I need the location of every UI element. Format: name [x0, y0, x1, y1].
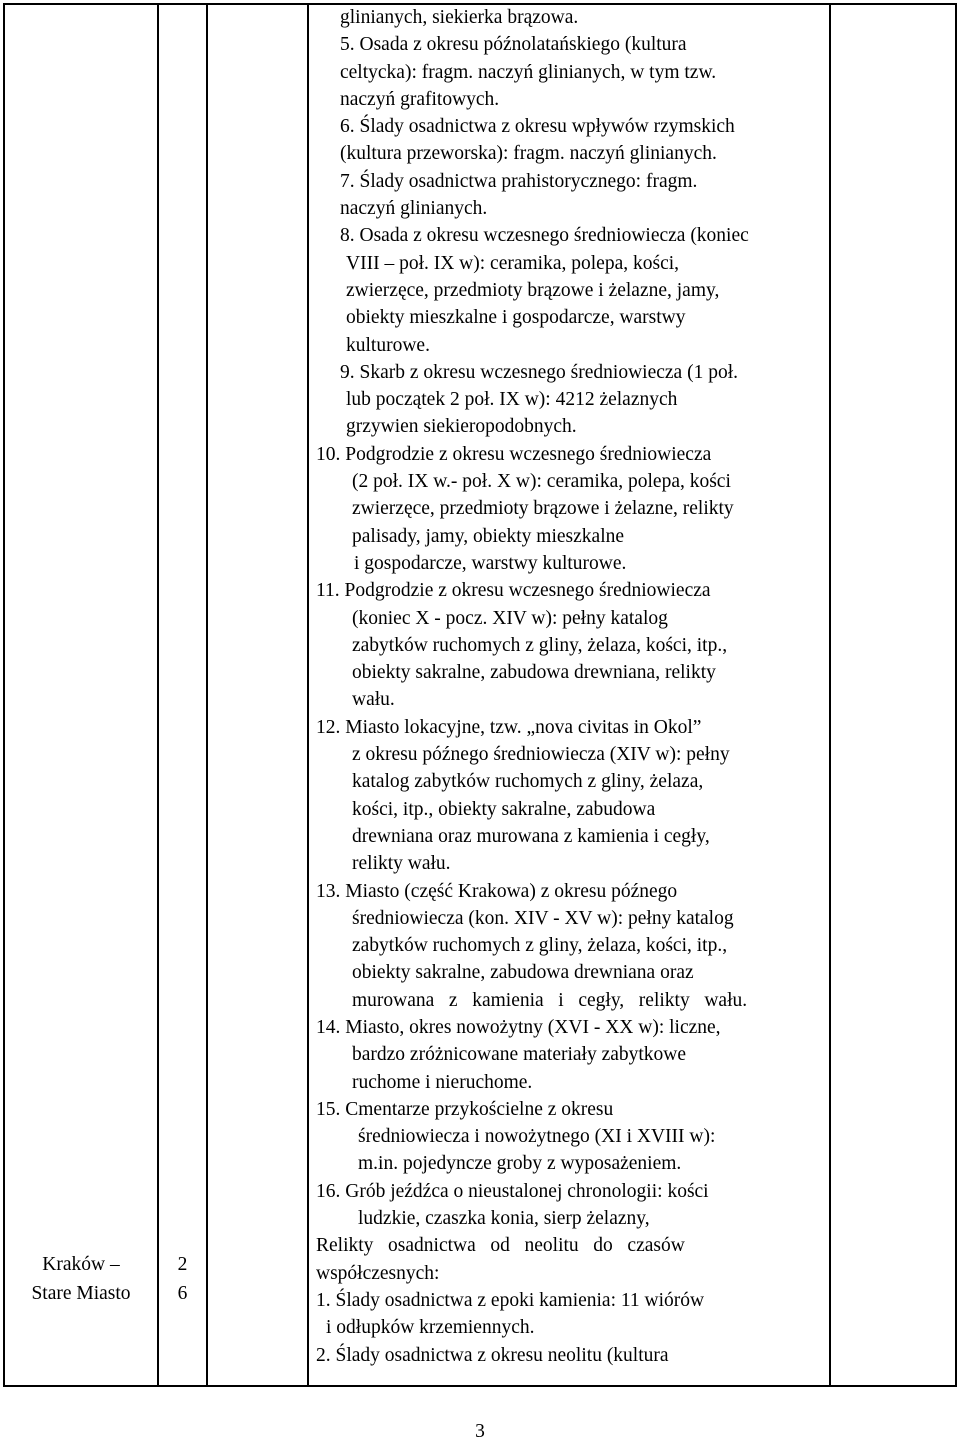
number-line: 2 — [177, 1254, 188, 1275]
description-cell — [316, 4, 828, 1369]
description-line: 6. Ślady osadnictwa z okresu wpływów rzymskich — [340, 116, 735, 138]
description-line: kulturowe. — [346, 334, 430, 356]
description-line: naczyń glinianych. — [340, 198, 488, 220]
description-line: z okresu późnego średniowiecza (XIV w): pełny — [352, 744, 730, 766]
description-line: średniowiecza (kon. XIV - XV w): pełny katalog — [352, 907, 734, 929]
number-cell — [160, 1250, 205, 1308]
description-line: współczesnych: — [316, 1262, 440, 1284]
description-line: obiekty mieszkalne i gospodarcze, warstwy — [346, 307, 686, 329]
description-line: 14. Miasto, okres nowożytny (XVI - XX w): liczne, — [316, 1016, 721, 1038]
column-divider — [307, 3, 309, 1387]
description-line: celtycka): fragm. naczyń glinianych, w tym tzw. — [340, 61, 717, 83]
description-line: ludzkie, czaszka konia, sierp żelazny, — [358, 1208, 650, 1230]
description-line: grzywien siekieropodobnych. — [346, 416, 577, 438]
description-line: glinianych, siekierka brązowa. — [340, 7, 579, 28]
number-line: 6 — [177, 1283, 188, 1304]
description-line: 16. Grób jeźdźca o nieustalonej chronologii: kości — [316, 1180, 709, 1202]
description-line: i odłupków krzemiennych. — [326, 1317, 535, 1339]
column-divider — [206, 3, 208, 1387]
description-line: 5. Osada z okresu późnolatańskiego (kultura — [340, 34, 687, 56]
column-divider — [157, 3, 159, 1387]
description-line: relikty wału. — [352, 853, 451, 875]
description-line: 11. Podgrodzie z okresu wczesnego średniowiecza — [316, 580, 711, 602]
description-line: zabytków ruchomych z gliny, żelaza, kości, itp., — [352, 634, 728, 656]
description-line: VIII – poł. IX w): ceramika, polepa, kości, — [346, 252, 680, 274]
description-line: 8. Osada z okresu wczesnego średniowiecza (koniec — [340, 225, 749, 247]
description-line: 2. Ślady osadnictwa z okresu neolitu (kultura — [316, 1344, 669, 1366]
description-line: zwierzęce, przedmioty brązowe i żelazne, relikty — [352, 498, 734, 520]
description-line: zabytków ruchomych z gliny, żelaza, kości, itp., — [352, 935, 728, 957]
description-line: 12. Miasto lokacyjne, tzw. „nova civitas in Okol” — [316, 716, 702, 738]
description-line: ruchome i nieruchome. — [352, 1071, 533, 1093]
description-line: (2 poł. IX w.- poł. X w): ceramika, polepa, kości — [352, 471, 731, 493]
location-line: Stare Miasto — [31, 1283, 131, 1304]
description-line: średniowiecza i nowożytnego (XI i XVIII w): — [358, 1126, 716, 1148]
description-line: naczyń grafitowych. — [340, 88, 500, 110]
description-line: 13. Miasto (część Krakowa) z okresu późnego — [316, 880, 678, 902]
description-line: Relikty osadnictwa od neolitu do czasów — [316, 1235, 685, 1257]
description-line: m.in. pojedyncze groby z wyposażeniem. — [358, 1153, 682, 1175]
column-divider — [829, 3, 831, 1387]
description-line: lub początek 2 poł. IX w): 4212 żelaznych — [346, 389, 678, 411]
location-cell — [5, 1250, 157, 1308]
description-line: i gospodarcze, warstwy kulturowe. — [354, 552, 627, 574]
description-line: 7. Ślady osadnictwa prahistorycznego: fragm. — [340, 170, 698, 192]
description-line: obiekty sakralne, zabudowa drewniana, relikty — [352, 662, 716, 684]
description-line: murowana z kamienia i cegły, relikty wału. — [352, 989, 748, 1011]
description-line: kości, itp., obiekty sakralne, zabudowa — [352, 798, 656, 820]
description-line: 1. Ślady osadnictwa z epoki kamienia: 11 wiórów — [316, 1289, 705, 1311]
description-line: bardzo zróżnicowane materiały zabytkowe — [352, 1044, 687, 1066]
description-line: 9. Skarb z okresu wczesnego średniowiecza (1 poł. — [340, 361, 738, 383]
description-line: zwierzęce, przedmioty brązowe i żelazne, jamy, — [346, 279, 720, 301]
description-line: wału. — [352, 689, 395, 711]
description-line: katalog zabytków ruchomych z gliny, żelaza, — [352, 771, 704, 793]
description-line: 15. Cmentarze przykościelne z okresu — [316, 1098, 614, 1120]
description-line: palisady, jamy, obiekty mieszkalne — [352, 525, 625, 547]
description-line: (kultura przeworska): fragm. naczyń glinianych. — [340, 143, 717, 165]
description-line: drewniana oraz murowana z kamienia i cegły, — [352, 825, 710, 847]
description-line: 10. Podgrodzie z okresu wczesnego średniowiecza — [316, 443, 712, 465]
page-number: 3 — [475, 1421, 485, 1442]
description-line: obiekty sakralne, zabudowa drewniana oraz — [352, 962, 694, 984]
description-line: (koniec X - pocz. XIV w): pełny katalog — [352, 607, 668, 629]
location-line: Kraków – — [42, 1254, 120, 1275]
